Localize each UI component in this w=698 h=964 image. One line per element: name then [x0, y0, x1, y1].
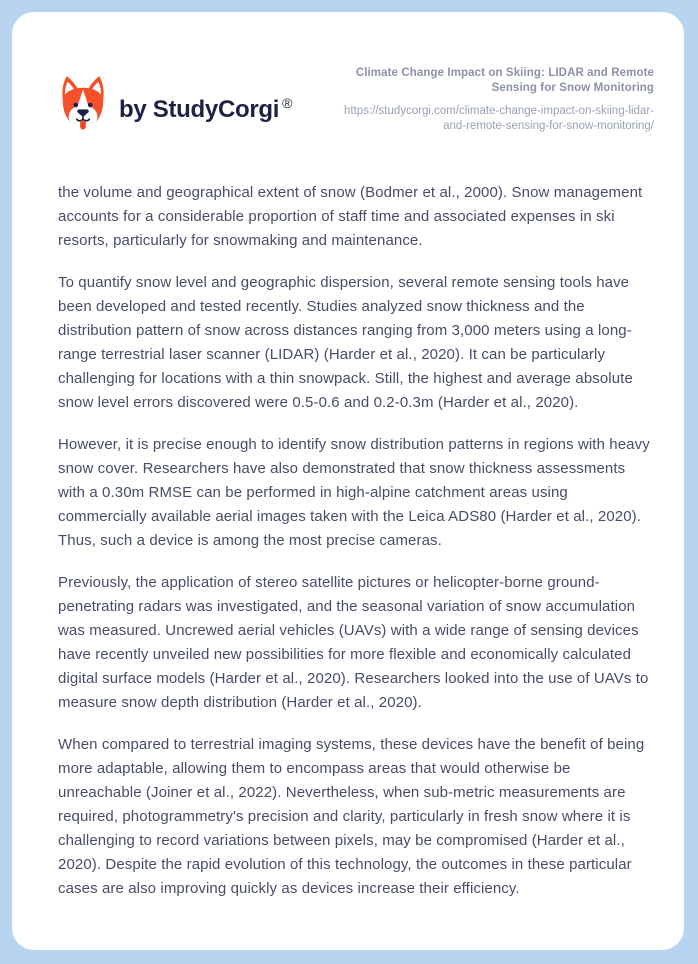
article-body [12, 135, 684, 901]
page-header [12, 12, 684, 135]
registered-trademark: ® [282, 95, 293, 111]
corgi-logo-icon [58, 75, 108, 135]
article-paragraph: However, it is precise enough to identify snow distribution patterns in regions with heavy snow cover. Researchers have also demonstrated that snow thickness assessments with a 0.30m RMSE can be performed in high-alpine catchment areas using commercially available aerial images taken with the Leica ADS80 (Harder et al., 2020). Thus, such a device is among the most precise cameras. [58, 436, 650, 549]
brand-logo [58, 75, 292, 135]
article-paragraph: the volume and geographical extent of snow (Bodmer et al., 2000). Snow management accounts for a considerable proportion of staff time and associated expenses in ski resorts, particularly for snowmaking and maintenance. [58, 184, 643, 249]
document-meta [322, 66, 654, 134]
article-paragraph: To quantify snow level and geographic dispersion, several remote sensing tools have been developed and tested recently. Studies analyzed snow thickness and the distribution pattern of snow across distances ranging from 3,000 meters using a long-range terrestrial laser scanner (LIDAR) (Harder et al., 2020). It can be particularly challenging for locations with a thin snowpack. Still, the highest and average absolute snow level errors discovered were 0.5-0.6 and 0.2-0.3m (Harder et al., 2020). [58, 274, 633, 411]
page-card [12, 12, 684, 950]
article-paragraph: Previously, the application of stereo satellite pictures or helicopter-borne ground-penetrating radars was investigated, and the seasonal variation of snow accumulation was measured. Uncrewed aerial vehicles (UAVs) with a wide range of sensing devices have recently unveiled new possibilities for more flexible and economically calculated digital surface models (Harder et al., 2020). Researchers looked into the use of UAVs to measure snow depth distribution (Harder et al., 2020). [58, 574, 649, 711]
document-title: Climate Change Impact on Skiing: LIDAR and Remote Sensing for Snow Monitoring [355, 67, 654, 94]
brand-name: by StudyCorgi ® [119, 95, 293, 123]
article-paragraph: When compared to terrestrial imaging systems, these devices have the benefit of being more adaptable, allowing them to encompass areas that would otherwise be unreachable (Joiner et al., 2022). Nevertheless, when sub-metric measurements are required, photogrammetry's precision and clarity, particularly in fresh snow where it is challenging to record variations between pixels, may be compromised (Harder et al., 2020). Despite the rapid evolution of this technology, the outcomes in these particular cases are also improving quickly as devices increase their efficiency. [58, 736, 645, 897]
document-url[interactable]: https://studycorgi.com/climate-change-impact-on-skiing-lidar-and-remote-sensing-for-snow-monitoring/ [344, 105, 654, 132]
